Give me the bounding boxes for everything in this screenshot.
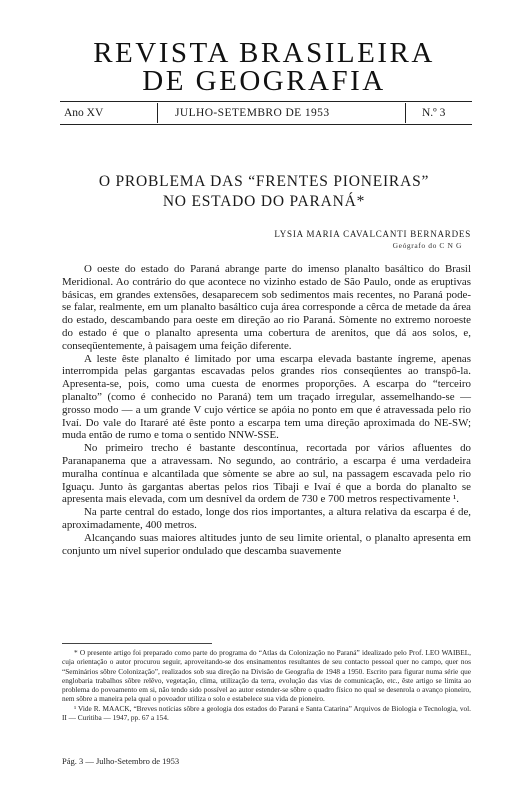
article-body (62, 263, 471, 557)
footnote-divider (62, 643, 212, 644)
journal-title-line2: DE GEOGRAFIA (142, 65, 386, 97)
article-title-line1: O PROBLEMA DAS “FRENTES PIONEIRAS” (98, 173, 430, 190)
article-title-line2: NO ESTADO DO PARANÁ* (162, 193, 366, 210)
issue-period: JULHO-SETEMBRO DE 1953 (175, 107, 330, 119)
body-paragraph: O oeste do estado do Paraná abrange parte do imenso planalto basáltico do Brasil Meridional. Ao contrário do que acontece no vizinho estado de São Paulo, onde as eruptivas básicas, em grandes extensões, desaparecem sob sedimentos mais recentes, no Paraná pode-se falar, realmente, em um planalto basáltico cuja área corresponde a cêrca de metade da área do estado, descambando para oeste em direção ao rio Paraná. Sòmente no extremo noroeste do estado é que o planalto apresenta uma cobertura de arenitos, que dá aos solos, e, conseqüentemente, à paisagem uma feição diferente. (62, 263, 471, 352)
issue-divider (405, 103, 406, 123)
footnotes (62, 648, 471, 722)
body-paragraph: A leste êste planalto é limitado por uma escarpa elevada bastante íngreme, apenas interrompida pelas gargantas escavadas pelos grandes rios conseqüentes ao transpô-la. Apresenta-se, pois, como uma cuesta de enormes proporções. A escarpa do “terceiro planalto” (como é conhecido no Paraná) tem um traçado irregular, assemelhando-se — grosso modo — a um grande V cujo vértice se apóia no ponto em que é atravessada pelo rio Ivaí. Do vale do Itararé até êste ponto a escarpa tem uma direção aproximada do NE-SW; muda então de rumo e toma o sentido NNW-SSE. (62, 352, 471, 442)
issue-volume: Ano XV (64, 107, 104, 119)
page-footer: Pág. 3 — Julho-Setembro de 1953 (62, 756, 180, 766)
issue-number: N.º 3 (422, 107, 446, 119)
author-affiliation: Geógrafo do C N G (392, 241, 462, 250)
body-paragraph: No primeiro trecho é bastante descontínua, recortada por vários afluentes do Paranapanema que a atravessam. No segundo, ao contrário, a escarpa é uma verdadeira muralha contínua e alcantilada que sòmente se abre ao sul, na passagem escavada pelo rio Iguaçu. Junto às gargantas abertas pelos rios Tibaji e Ivaí é que a borda do planalto se apresenta mais elevada, com um desnível da ordem de 730 e 700 metros respectivamente ¹. (62, 442, 471, 506)
journal-title-line1: REVISTA BRASILEIRA (93, 37, 435, 69)
issue-info-bar (60, 101, 472, 125)
footnote: * O presente artigo foi preparado como parte do programa do “Atlas da Colonização no Paraná” idealizado pelo Prof. LEO WAIBEL, cuja orientação o autor procurou seguir, aproveitando-se dos ensinamentos resultantes de seu contacto pessoal quer no campo, quer nos “Seminários sôbre Colonização”, realizados sob sua direção na Divisão de Geografia de 1948 a 1950. Escrito para figurar numa série que englobaria trabalhos sôbre relêvo, vegetação, clima, utilização da terra, evolução das vias de comunicação, etc., êste artigo se limita ao problema do povoamento em si, não tendo sido possível ao autor estender-se sôbre o quadro físico no qual se desenrola o avanço pioneiro, nem sôbre a maneira pela qual o povoador utiliza o solo e estabelece sua vida de pioneiro. (62, 648, 471, 704)
footnote: ¹ Vide R. MAACK, “Breves notícias sôbre a geologia dos estados do Paraná e Santa Catarina” Arquivos de Biologia e Tecnologia, vol. II — Curitiba — 1947, pp. 67 a 154. (62, 703, 471, 723)
body-paragraph: Alcançando suas maiores altitudes junto de seu limite oriental, o planalto apresenta em conjunto um nível superior ondulado que descamba suavemente (62, 531, 471, 557)
body-paragraph: Na parte central do estado, longe dos rios importantes, a altura relativa da escarpa é de, aproximadamente, 400 metros. (62, 506, 471, 531)
issue-divider (157, 103, 158, 123)
author-name: LYSIA MARIA CAVALCANTI BERNARDES (274, 229, 471, 239)
